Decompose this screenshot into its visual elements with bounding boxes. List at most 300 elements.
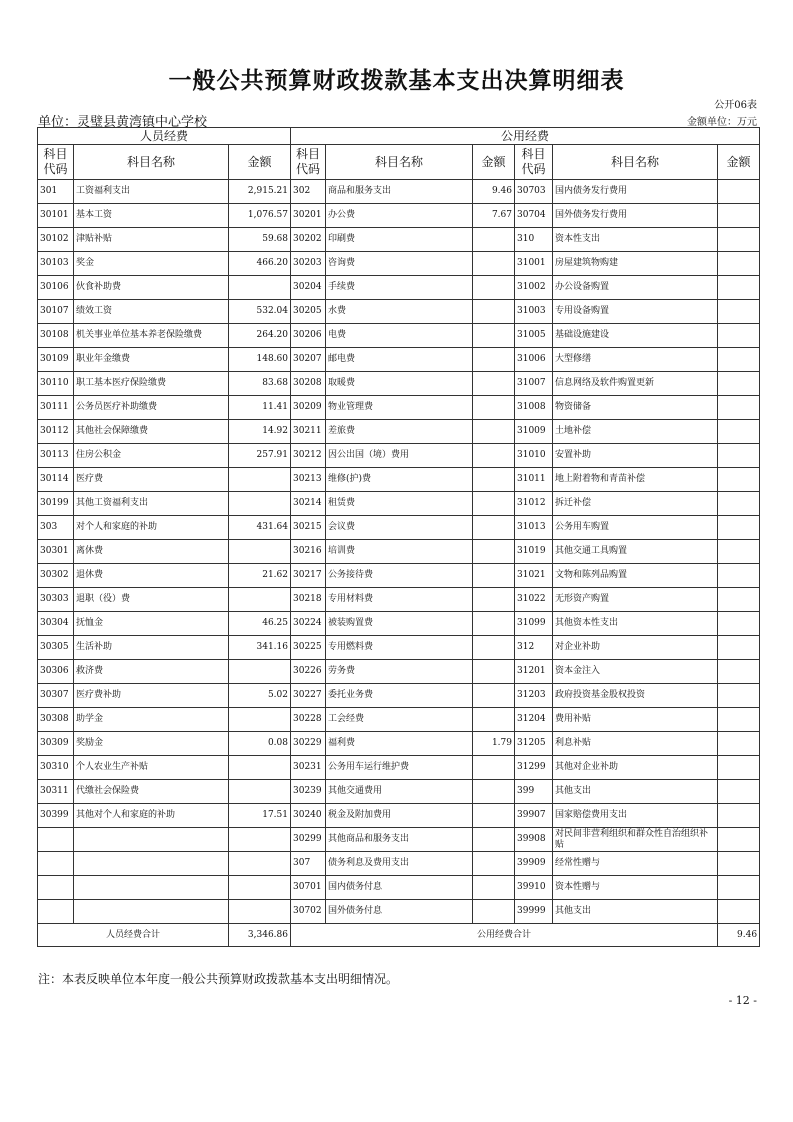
subject-name: 电费: [326, 324, 473, 348]
subject-name: 对民间非营利组织和群众性自治组织补贴: [553, 828, 718, 852]
subject-name: 税金及附加费用: [326, 804, 473, 828]
amount: [473, 420, 515, 444]
subject-code: 30203: [291, 252, 326, 276]
subject-name: 基础设施建设: [553, 324, 718, 348]
amount: [718, 420, 760, 444]
subject-name: 国家赔偿费用支出: [553, 804, 718, 828]
subject-name: 退职（役）费: [74, 588, 229, 612]
amount: [718, 300, 760, 324]
footnote: 注：本表反映单位本年度一般公共预算财政拨款基本支出明细情况。: [38, 972, 399, 986]
subject-name: 对企业补助: [553, 636, 718, 660]
amount: [473, 396, 515, 420]
subject-code: 302: [291, 180, 326, 204]
amount: [473, 300, 515, 324]
table-row: [38, 684, 760, 708]
subject-code: 30209: [291, 396, 326, 420]
subject-code: 30211: [291, 420, 326, 444]
subject-code: 30217: [291, 564, 326, 588]
subject-name: 医疗费补助: [74, 684, 229, 708]
subject-name: 咨询费: [326, 252, 473, 276]
table-row: [38, 420, 760, 444]
subject-code: 30199: [38, 492, 74, 516]
amount: [473, 444, 515, 468]
subject-name: 工资福利支出: [74, 180, 229, 204]
subject-name: 委托业务费: [326, 684, 473, 708]
amount: 83.68: [229, 372, 291, 396]
table-row: [38, 708, 760, 732]
subject-code: 30227: [291, 684, 326, 708]
subject-code: 30704: [515, 204, 553, 228]
table-row: [38, 564, 760, 588]
subject-name: 水费: [326, 300, 473, 324]
subject-name: 培训费: [326, 540, 473, 564]
amount: 11.41: [229, 396, 291, 420]
subject-code: 31009: [515, 420, 553, 444]
subject-name: 安置补助: [553, 444, 718, 468]
amount: 0.08: [229, 732, 291, 756]
amount: [718, 756, 760, 780]
subject-code: 30103: [38, 252, 74, 276]
subject-name: 费用补贴: [553, 708, 718, 732]
subject-code: 30109: [38, 348, 74, 372]
amount: [718, 204, 760, 228]
amount: [718, 588, 760, 612]
subject-name: 资本性支出: [553, 228, 718, 252]
amount: [473, 876, 515, 900]
amount: 1,076.57: [229, 204, 291, 228]
subject-name: 专用材料费: [326, 588, 473, 612]
subject-name: 取暖费: [326, 372, 473, 396]
subject-code: 30311: [38, 780, 74, 804]
amount: [473, 324, 515, 348]
subject-code: 30305: [38, 636, 74, 660]
col-name: 科目名称: [326, 145, 473, 180]
subject-code: 30108: [38, 324, 74, 348]
subject-code: 31002: [515, 276, 553, 300]
amount: [229, 276, 291, 300]
subject-name: 印刷费: [326, 228, 473, 252]
amount: [718, 900, 760, 924]
subject-name: 津贴补贴: [74, 228, 229, 252]
subject-code: 30212: [291, 444, 326, 468]
amount: [718, 612, 760, 636]
amount: [718, 828, 760, 852]
amount: [718, 324, 760, 348]
amount: [473, 564, 515, 588]
amount: [718, 708, 760, 732]
public-total-label: 公用经费合计: [291, 924, 718, 947]
subject-name: 文物和陈列品购置: [553, 564, 718, 588]
subject-name: 信息网络及软件购置更新: [553, 372, 718, 396]
subject-name: 公务接待费: [326, 564, 473, 588]
subject-name: 奖金: [74, 252, 229, 276]
amount: [473, 372, 515, 396]
subject-code: 30303: [38, 588, 74, 612]
subject-code: 30113: [38, 444, 74, 468]
col-name: 科目名称: [74, 145, 229, 180]
subject-name: 医疗费: [74, 468, 229, 492]
form-number: 公开06表: [714, 100, 757, 111]
subject-name: 伙食补助费: [74, 276, 229, 300]
subject-name: 资本金注入: [553, 660, 718, 684]
subject-code: 39907: [515, 804, 553, 828]
table-row: [38, 252, 760, 276]
subject-code: 39909: [515, 852, 553, 876]
subject-name: 国内债务发行费用: [553, 180, 718, 204]
amount: [473, 540, 515, 564]
subject-name: 生活补助: [74, 636, 229, 660]
amount: [718, 852, 760, 876]
subject-code: 30701: [291, 876, 326, 900]
subject-code: 30229: [291, 732, 326, 756]
subject-code: 30310: [38, 756, 74, 780]
subject-code: 30201: [291, 204, 326, 228]
amount: 2,915.21: [229, 180, 291, 204]
amount: [718, 372, 760, 396]
amount: [229, 588, 291, 612]
subject-code: 31003: [515, 300, 553, 324]
amount: [473, 348, 515, 372]
subject-name: 政府投资基金股权投资: [553, 684, 718, 708]
amount: 21.62: [229, 564, 291, 588]
amount: [473, 708, 515, 732]
subject-code: 31010: [515, 444, 553, 468]
amount: [718, 540, 760, 564]
subject-code: 31011: [515, 468, 553, 492]
subject-code: 30240: [291, 804, 326, 828]
public-total-amount: 9.46: [718, 924, 760, 947]
group-header-row: [38, 128, 760, 145]
subject-name: 房屋建筑物购建: [553, 252, 718, 276]
subject-name: 其他工资福利支出: [74, 492, 229, 516]
subject-name: 福利费: [326, 732, 473, 756]
amount: [718, 564, 760, 588]
table-row: [38, 468, 760, 492]
subject-name: 邮电费: [326, 348, 473, 372]
amount: [229, 756, 291, 780]
subject-code: 30304: [38, 612, 74, 636]
subject-name: 救济费: [74, 660, 229, 684]
col-amount: 金额: [229, 145, 291, 180]
table-row: [38, 900, 760, 924]
subject-code: 31203: [515, 684, 553, 708]
amount: [718, 780, 760, 804]
subject-name: 个人农业生产补贴: [74, 756, 229, 780]
table-row: [38, 396, 760, 420]
subject-name: 专用设备购置: [553, 300, 718, 324]
amount: [718, 492, 760, 516]
subject-name: 代缴社会保险费: [74, 780, 229, 804]
table-row: [38, 324, 760, 348]
subject-name: 地上附着物和青苗补偿: [553, 468, 718, 492]
amount: [473, 636, 515, 660]
subject-code: 31001: [515, 252, 553, 276]
col-name: 科目名称: [553, 145, 718, 180]
subject-code: 31205: [515, 732, 553, 756]
subject-name: [74, 876, 229, 900]
subject-code: 312: [515, 636, 553, 660]
col-code: 科目 代码: [291, 145, 326, 180]
subject-code: 30206: [291, 324, 326, 348]
subject-code: 39910: [515, 876, 553, 900]
subject-code: 30208: [291, 372, 326, 396]
amount: [473, 780, 515, 804]
amount: 1.79: [473, 732, 515, 756]
subject-code: 30112: [38, 420, 74, 444]
subject-code: 30213: [291, 468, 326, 492]
amount: [718, 660, 760, 684]
subject-code: 30224: [291, 612, 326, 636]
table-row: [38, 756, 760, 780]
subject-code: 30218: [291, 588, 326, 612]
subject-name: 差旅费: [326, 420, 473, 444]
subject-code: 30110: [38, 372, 74, 396]
amount: 9.46: [473, 180, 515, 204]
amount: [718, 228, 760, 252]
subject-code: 31021: [515, 564, 553, 588]
subject-code: 39999: [515, 900, 553, 924]
personnel-total-label: 人员经费合计: [38, 924, 229, 947]
table-row: [38, 372, 760, 396]
amount: [473, 684, 515, 708]
subject-code: 31019: [515, 540, 553, 564]
subject-name: 被装购置费: [326, 612, 473, 636]
subject-code: 30307: [38, 684, 74, 708]
subject-name: 专用燃料费: [326, 636, 473, 660]
subject-code: 30215: [291, 516, 326, 540]
table-row: [38, 804, 760, 828]
subject-code: 31005: [515, 324, 553, 348]
subject-code: 30308: [38, 708, 74, 732]
subject-name: 绩效工资: [74, 300, 229, 324]
amount: [229, 900, 291, 924]
subject-name: 其他支出: [553, 900, 718, 924]
subject-name: 住房公积金: [74, 444, 229, 468]
subject-name: 公务用车运行维护费: [326, 756, 473, 780]
subject-name: 大型修缮: [553, 348, 718, 372]
table-row: [38, 876, 760, 900]
subject-name: 会议费: [326, 516, 473, 540]
amount: [473, 756, 515, 780]
table-row: [38, 300, 760, 324]
subject-name: [74, 900, 229, 924]
subject-name: 工会经费: [326, 708, 473, 732]
column-header-row: [38, 145, 760, 180]
amount: 466.20: [229, 252, 291, 276]
amount: [718, 732, 760, 756]
unit-name: 单位：灵璧县黄湾镇中心学校: [38, 115, 208, 130]
page-title: 一般公共预算财政拨款基本支出决算明细表: [168, 68, 625, 94]
subject-code: 30114: [38, 468, 74, 492]
subject-code: 30111: [38, 396, 74, 420]
amount: [229, 828, 291, 852]
subject-code: 31007: [515, 372, 553, 396]
amount: [718, 804, 760, 828]
subject-name: 办公费: [326, 204, 473, 228]
subject-name: 维修(护)费: [326, 468, 473, 492]
subject-code: 30226: [291, 660, 326, 684]
amount: [473, 492, 515, 516]
amount: 341.16: [229, 636, 291, 660]
subject-name: 抚恤金: [74, 612, 229, 636]
subject-code: 30239: [291, 780, 326, 804]
subject-name: 因公出国（境）费用: [326, 444, 473, 468]
table-row: [38, 228, 760, 252]
subject-code: [38, 900, 74, 924]
amount: [473, 252, 515, 276]
subject-code: 30299: [291, 828, 326, 852]
subject-name: 其他资本性支出: [553, 612, 718, 636]
subject-name: 办公设备购置: [553, 276, 718, 300]
subject-code: 31013: [515, 516, 553, 540]
subject-name: [74, 828, 229, 852]
amount: 14.92: [229, 420, 291, 444]
subject-name: 其他对企业补助: [553, 756, 718, 780]
subject-name: 其他社会保障缴费: [74, 420, 229, 444]
subject-name: 其他商品和服务支出: [326, 828, 473, 852]
amount: [718, 396, 760, 420]
subject-name: 商品和服务支出: [326, 180, 473, 204]
amount: [473, 516, 515, 540]
amount: [229, 852, 291, 876]
table-row: [38, 636, 760, 660]
amount: [718, 252, 760, 276]
subject-code: 310: [515, 228, 553, 252]
amount: 59.68: [229, 228, 291, 252]
subject-code: 31008: [515, 396, 553, 420]
subject-code: 30231: [291, 756, 326, 780]
subject-code: 31201: [515, 660, 553, 684]
amount: [718, 348, 760, 372]
subject-name: 职工基本医疗保险缴费: [74, 372, 229, 396]
col-amount: 金额: [473, 145, 515, 180]
table-row: [38, 660, 760, 684]
subject-name: 离休费: [74, 540, 229, 564]
amount: [718, 276, 760, 300]
subject-code: 30205: [291, 300, 326, 324]
amount: [473, 588, 515, 612]
amount: [718, 180, 760, 204]
subject-code: 30204: [291, 276, 326, 300]
amount: 7.67: [473, 204, 515, 228]
money-unit: 金额单位：万元: [687, 117, 757, 128]
col-code: 科目 代码: [38, 145, 74, 180]
subject-name: 物业管理费: [326, 396, 473, 420]
amount: 257.91: [229, 444, 291, 468]
subject-name: 土地补偿: [553, 420, 718, 444]
subject-code: 30228: [291, 708, 326, 732]
table-row: [38, 180, 760, 204]
amount: [718, 684, 760, 708]
amount: [473, 828, 515, 852]
subject-code: 303: [38, 516, 74, 540]
amount: [473, 276, 515, 300]
amount: [473, 804, 515, 828]
subject-code: 307: [291, 852, 326, 876]
table-row: [38, 204, 760, 228]
subject-code: 30207: [291, 348, 326, 372]
subject-code: [38, 876, 74, 900]
subject-name: 助学金: [74, 708, 229, 732]
subject-code: 30101: [38, 204, 74, 228]
subject-code: 30216: [291, 540, 326, 564]
subject-code: 30306: [38, 660, 74, 684]
subject-name: 其他交通工具购置: [553, 540, 718, 564]
subject-code: 30309: [38, 732, 74, 756]
subject-code: [38, 828, 74, 852]
subject-name: 经常性赠与: [553, 852, 718, 876]
subject-name: 公务员医疗补助缴费: [74, 396, 229, 420]
table-row: [38, 612, 760, 636]
group-personnel: 人员经费: [38, 128, 291, 145]
subject-name: 租赁费: [326, 492, 473, 516]
subject-code: 31204: [515, 708, 553, 732]
totals-row: [38, 924, 760, 947]
amount: [718, 876, 760, 900]
subject-code: 31022: [515, 588, 553, 612]
amount: 264.20: [229, 324, 291, 348]
amount: [473, 612, 515, 636]
subject-code: 30301: [38, 540, 74, 564]
table-row: [38, 828, 760, 852]
amount: [718, 516, 760, 540]
amount: 431.64: [229, 516, 291, 540]
subject-code: 30399: [38, 804, 74, 828]
table-row: [38, 516, 760, 540]
subject-name: 机关事业单位基本养老保险缴费: [74, 324, 229, 348]
table-row: [38, 780, 760, 804]
table-row: [38, 588, 760, 612]
subject-code: 31299: [515, 756, 553, 780]
subject-name: 职业年金缴费: [74, 348, 229, 372]
subject-code: 30214: [291, 492, 326, 516]
amount: [473, 852, 515, 876]
amount: [229, 660, 291, 684]
table-row: [38, 540, 760, 564]
subject-name: 国内债务付息: [326, 876, 473, 900]
subject-name: 其他对个人和家庭的补助: [74, 804, 229, 828]
subject-code: 30302: [38, 564, 74, 588]
table-row: [38, 852, 760, 876]
subject-name: 退休费: [74, 564, 229, 588]
expenditure-table: [37, 127, 760, 947]
subject-code: 30106: [38, 276, 74, 300]
page-number: - 12 -: [728, 994, 757, 1007]
amount: [229, 492, 291, 516]
amount: 46.25: [229, 612, 291, 636]
subject-name: 对个人和家庭的补助: [74, 516, 229, 540]
amount: [718, 468, 760, 492]
subject-name: 奖励金: [74, 732, 229, 756]
col-amount: 金额: [718, 145, 760, 180]
amount: 532.04: [229, 300, 291, 324]
subject-name: 利息补贴: [553, 732, 718, 756]
amount: 17.51: [229, 804, 291, 828]
amount: [229, 780, 291, 804]
subject-code: 30702: [291, 900, 326, 924]
table-row: [38, 276, 760, 300]
table-row: [38, 732, 760, 756]
subject-name: 公务用车购置: [553, 516, 718, 540]
table-row: [38, 444, 760, 468]
subject-name: 国外债务付息: [326, 900, 473, 924]
subject-name: 劳务费: [326, 660, 473, 684]
subject-name: 基本工资: [74, 204, 229, 228]
amount: [473, 228, 515, 252]
group-public: 公用经费: [291, 128, 760, 145]
amount: 148.60: [229, 348, 291, 372]
subject-name: 无形资产购置: [553, 588, 718, 612]
